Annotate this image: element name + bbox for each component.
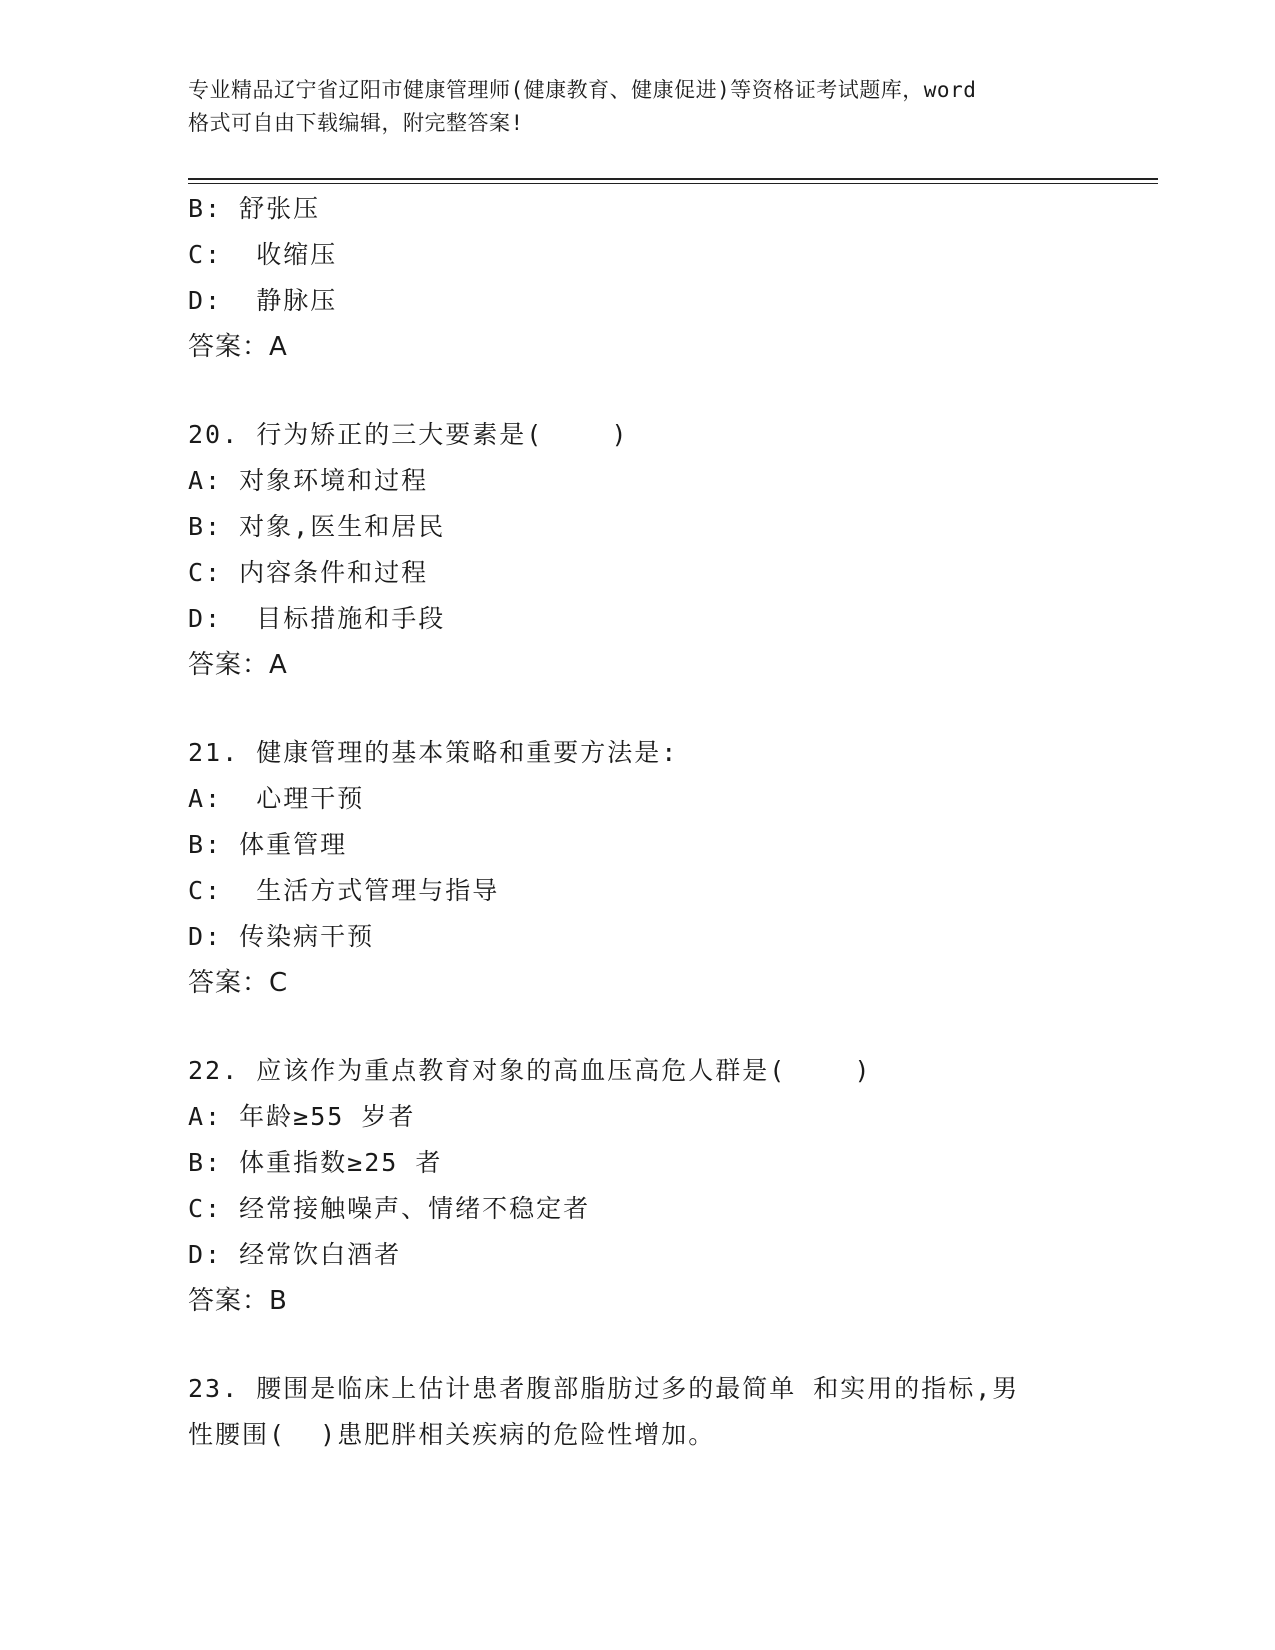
spacer [188, 688, 1148, 730]
question-stem-line-2: 性腰围( )患肥胖相关疾病的危险性增加。 [188, 1420, 716, 1449]
option-c: C: 经常接触噪声、情绪不稳定者 [188, 1194, 591, 1223]
option-a: A: 年龄≥55 岁者 [188, 1102, 416, 1131]
question-stem: 22. 应该作为重点教育对象的高血压高危人群是( ) [188, 1056, 872, 1085]
spacer [188, 1324, 1148, 1366]
answer-label: 答案：A [188, 332, 288, 362]
question-stem: 21. 健康管理的基本策略和重要方法是: [188, 738, 679, 767]
option-b: B: 舒张压 [188, 194, 321, 223]
question-stem: 20. 行为矫正的三大要素是( ) [188, 420, 629, 449]
answer-label: 答案：C [188, 968, 289, 998]
header-line-1: 专业精品辽宁省辽阳市健康管理师(健康教育、健康促进)等资格证考试题库，word [188, 78, 977, 102]
question-stem-line-1: 23. 腰围是临床上估计患者腹部脂肪过多的最简单 和实用的指标,男 [188, 1374, 1020, 1403]
question-list [188, 186, 1148, 1458]
option-b: B: 体重指数≥25 者 [188, 1148, 443, 1177]
option-c: C: 内容条件和过程 [188, 558, 429, 587]
question-19 [188, 186, 1148, 370]
spacer [188, 1006, 1148, 1048]
question-20 [188, 412, 1148, 688]
option-b: B: 体重管理 [188, 830, 348, 859]
question-23 [188, 1366, 1148, 1458]
question-21 [188, 730, 1148, 1006]
option-b: B: 对象,医生和居民 [188, 512, 446, 541]
option-c: C: 生活方式管理与指导 [188, 876, 500, 905]
answer-label: 答案：B [188, 1286, 288, 1316]
option-c: C: 收缩压 [188, 240, 338, 269]
header-divider [188, 178, 1158, 184]
answer-label: 答案：A [188, 650, 288, 680]
option-a: A: 对象环境和过程 [188, 466, 429, 495]
document-header [188, 74, 1088, 140]
spacer [188, 370, 1148, 412]
option-a: A: 心理干预 [188, 784, 365, 813]
option-d: D: 静脉压 [188, 286, 338, 315]
option-d: D: 经常饮白酒者 [188, 1240, 402, 1269]
option-d: D: 目标措施和手段 [188, 604, 446, 633]
option-d: D: 传染病干预 [188, 922, 375, 951]
question-22 [188, 1048, 1148, 1324]
header-line-2: 格式可自由下载编辑，附完整答案! [188, 111, 524, 135]
